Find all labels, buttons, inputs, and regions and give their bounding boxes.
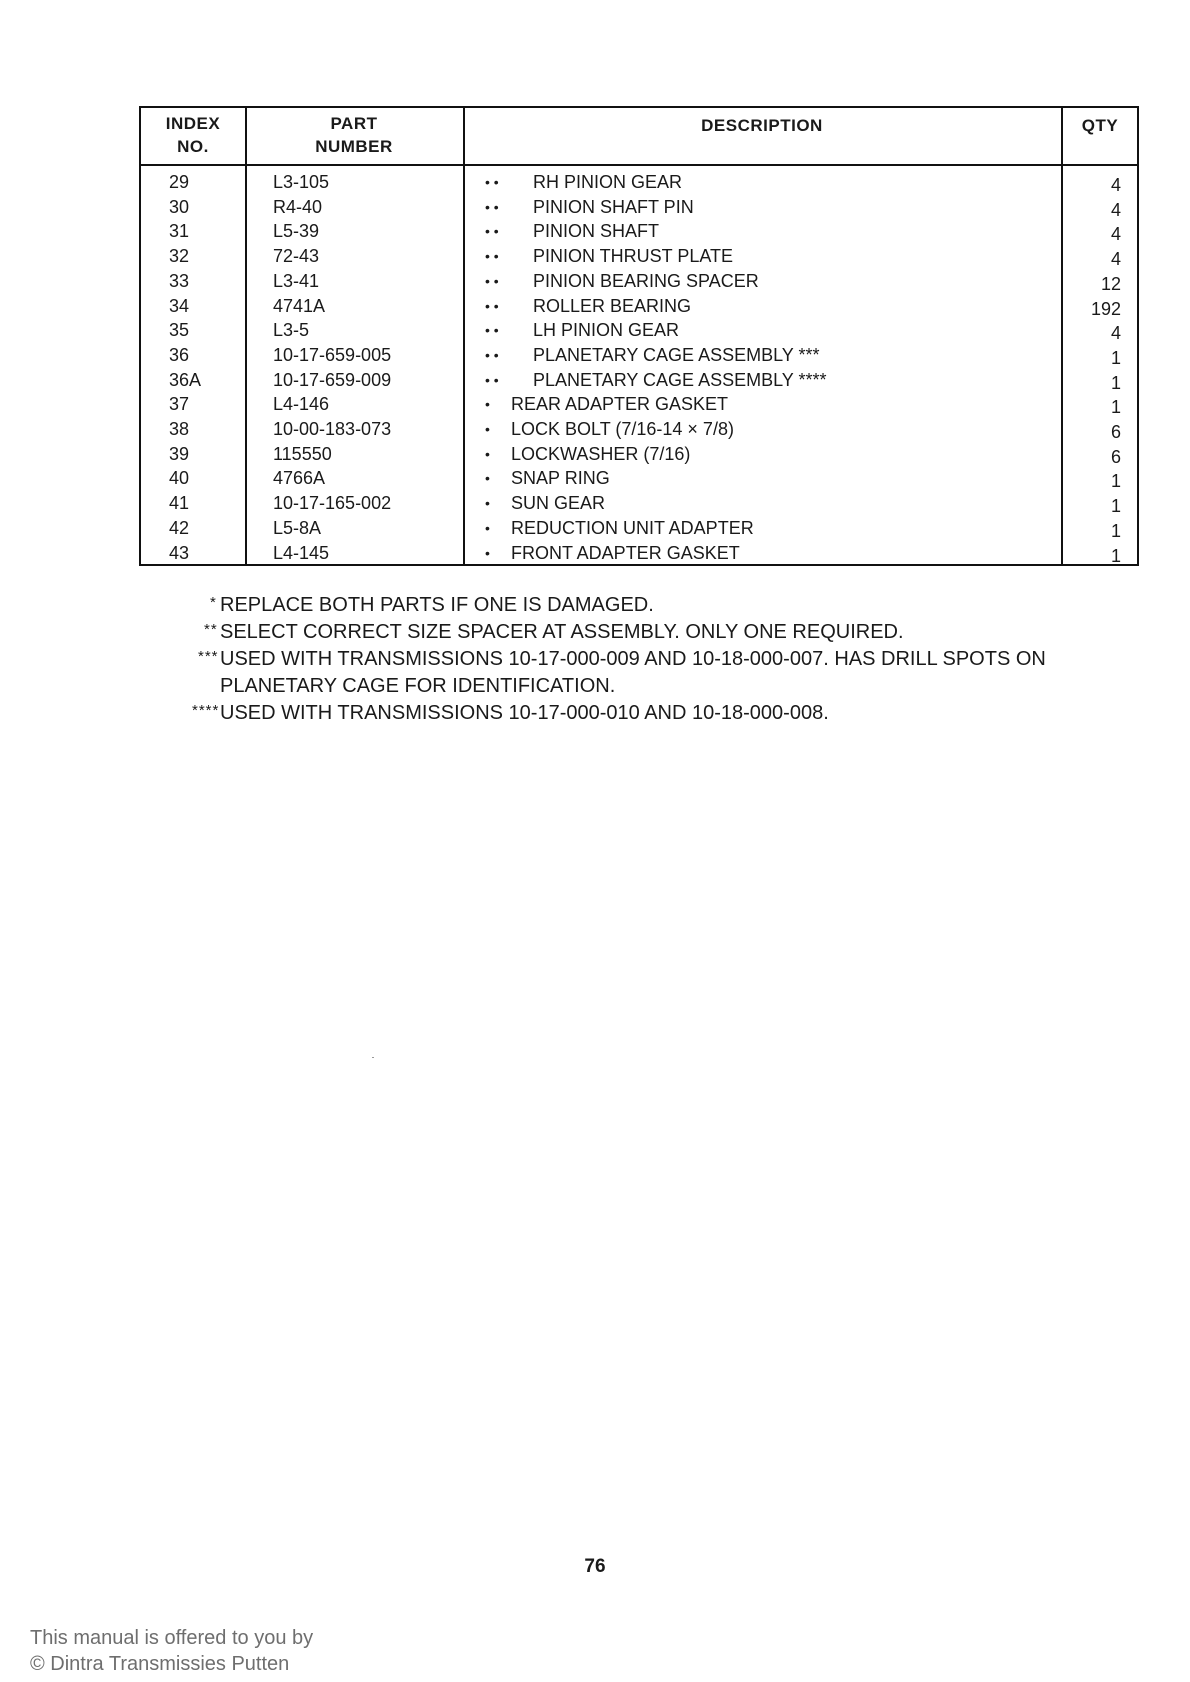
part-number-cell: 10-00-183-073 (273, 419, 392, 439)
footnotes (160, 592, 1046, 727)
header-index: INDEX NO. (165, 114, 221, 156)
description-cell: PINION THRUST PLATE (533, 246, 734, 267)
table-row (141, 269, 1137, 294)
table-row (141, 491, 1137, 516)
part-number-cell: 10-17-165-002 (273, 493, 392, 514)
part-number-cell: 4741A (273, 295, 326, 316)
part-number-cell: R4-40 (273, 196, 323, 217)
part-number-cell: 115550 (273, 443, 332, 464)
table-row (141, 294, 1137, 319)
indent-bullets: • • (485, 297, 499, 314)
table-row (141, 244, 1137, 269)
table-row (141, 516, 1137, 541)
description-cell: PINION BEARING SPACER (533, 270, 759, 291)
part-number-cell: L3-5 (273, 320, 310, 341)
part-number-cell: 72-43 (273, 246, 320, 267)
qty-cell: 1 (1110, 471, 1121, 492)
table-row (141, 343, 1137, 368)
footer-line-2: © Dintra Transmissies Putten (30, 1653, 290, 1675)
index-cell: 33 (169, 270, 190, 291)
part-number-cell: L5-39 (273, 221, 320, 242)
page-number: 76 (584, 1556, 606, 1577)
part-number-cell: L4-145 (273, 542, 330, 563)
indent-bullets: • • (485, 248, 499, 265)
index-cell: 32 (169, 246, 190, 267)
part-number-cell: 4766A (273, 468, 326, 489)
index-cell: 41 (169, 493, 190, 514)
table-row (141, 195, 1137, 220)
indent-bullets: • • (485, 346, 499, 363)
table-row (141, 318, 1137, 343)
header-description: DESCRIPTION (701, 116, 823, 135)
footnote-mark: * (210, 594, 217, 611)
qty-cell: 4 (1110, 199, 1121, 220)
description-cell: SNAP RING (511, 468, 610, 489)
indent-bullets: • • (485, 223, 499, 240)
indent-bullets: • • (485, 371, 499, 388)
indent-bullets: • (485, 470, 490, 487)
part-number-cell: L3-105 (273, 172, 330, 192)
description-cell: PLANETARY CAGE ASSEMBLY **** (533, 369, 827, 390)
index-cell: 36A (169, 369, 202, 390)
footnote (160, 700, 1046, 727)
footnote (160, 619, 1046, 646)
qty-cell: 6 (1110, 422, 1121, 442)
table-row (141, 170, 1137, 195)
index-cell: 37 (169, 394, 190, 415)
footnote-text: SELECT CORRECT SIZE SPACER AT ASSEMBLY. ONLY ONE REQUIRED. (220, 621, 904, 643)
footnote (160, 673, 1046, 700)
indent-bullets: • • (485, 174, 499, 190)
table-row (141, 466, 1137, 491)
indent-bullets: • (485, 519, 490, 536)
description-cell: PLANETARY CAGE ASSEMBLY *** (533, 344, 820, 365)
qty-cell: 4 (1110, 224, 1121, 245)
qty-cell: 4 (1110, 249, 1121, 270)
indent-bullets: • (485, 544, 490, 561)
footnote-text: USED WITH TRANSMISSIONS 10-17-000-010 AND 10-18-000-008. (220, 702, 829, 724)
index-cell: 35 (169, 320, 190, 341)
footnote-text: PLANETARY CAGE FOR IDENTIFICATION. (220, 675, 616, 697)
table-row (141, 219, 1137, 244)
qty-cell: 1 (1110, 496, 1121, 517)
indent-bullets: • • (485, 272, 499, 289)
table-row (141, 541, 1137, 566)
table-row (141, 392, 1137, 417)
index-cell: 40 (169, 468, 190, 489)
indent-bullets: • • (485, 198, 499, 215)
description-cell: PINION SHAFT PIN (533, 196, 694, 217)
stray-mark (372, 1057, 374, 1058)
description-cell: REDUCTION UNIT ADAPTER (511, 517, 754, 538)
table-row (141, 442, 1137, 467)
footnote (160, 646, 1046, 673)
header-divider (141, 164, 1137, 166)
indent-bullets: • (485, 421, 490, 437)
footnote-text: USED WITH TRANSMISSIONS 10-17-000-009 AND 10-18-000-007. HAS DRILL SPOTS ON (220, 648, 1046, 670)
footnote-mark: ** (204, 621, 218, 638)
part-number-cell: L4-146 (273, 394, 330, 415)
footnote-text: REPLACE BOTH PARTS IF ONE IS DAMAGED. (220, 594, 654, 616)
footnote-mark: **** (192, 702, 220, 719)
footer-line-1: This manual is offered to you by (30, 1627, 314, 1649)
footer-credit (30, 1625, 313, 1677)
part-number-cell: L5-8A (273, 517, 322, 538)
footnote-mark: *** (198, 648, 219, 665)
qty-cell: 1 (1110, 520, 1121, 541)
index-cell: 29 (169, 172, 190, 192)
description-cell: RH PINION GEAR (533, 172, 683, 192)
qty-cell: 1 (1110, 545, 1121, 566)
index-cell: 31 (169, 221, 190, 242)
parts-table (139, 106, 1139, 566)
qty-cell: 4 (1110, 175, 1121, 195)
qty-cell: 1 (1110, 347, 1121, 368)
index-cell: 30 (169, 196, 190, 217)
indent-bullets: • (485, 445, 490, 462)
index-cell: 43 (169, 542, 190, 563)
description-cell: FRONT ADAPTER GASKET (511, 542, 740, 563)
description-cell: LH PINION GEAR (533, 320, 680, 341)
part-number-cell: 10-17-659-005 (273, 344, 392, 365)
index-cell: 39 (169, 443, 190, 464)
qty-cell: 1 (1110, 397, 1121, 418)
index-cell: 42 (169, 517, 190, 538)
index-cell: 38 (169, 419, 190, 439)
qty-cell: 4 (1110, 323, 1121, 344)
part-number-cell: 10-17-659-009 (273, 369, 392, 390)
qty-cell: 12 (1100, 273, 1121, 294)
index-cell: 34 (169, 295, 190, 316)
qty-cell: 1 (1110, 372, 1121, 393)
qty-cell: 192 (1090, 298, 1121, 319)
description-cell: LOCK BOLT (7/16-14 × 7/8) (511, 419, 734, 439)
indent-bullets: • (485, 396, 490, 413)
description-cell: PINION SHAFT (533, 221, 660, 242)
description-cell: REAR ADAPTER GASKET (511, 394, 729, 415)
qty-cell: 6 (1110, 446, 1121, 467)
part-number-cell: L3-41 (273, 270, 320, 291)
description-cell: LOCKWASHER (7/16) (511, 443, 691, 464)
header-qty: QTY (1081, 116, 1119, 135)
table-row (141, 417, 1137, 442)
indent-bullets: • (485, 495, 490, 512)
index-cell: 36 (169, 344, 190, 365)
description-cell: ROLLER BEARING (533, 295, 692, 316)
footnote (160, 592, 1046, 619)
header-part-number: PART NUMBER (315, 114, 393, 156)
description-cell: SUN GEAR (511, 493, 606, 514)
table-row (141, 368, 1137, 393)
indent-bullets: • • (485, 322, 499, 339)
